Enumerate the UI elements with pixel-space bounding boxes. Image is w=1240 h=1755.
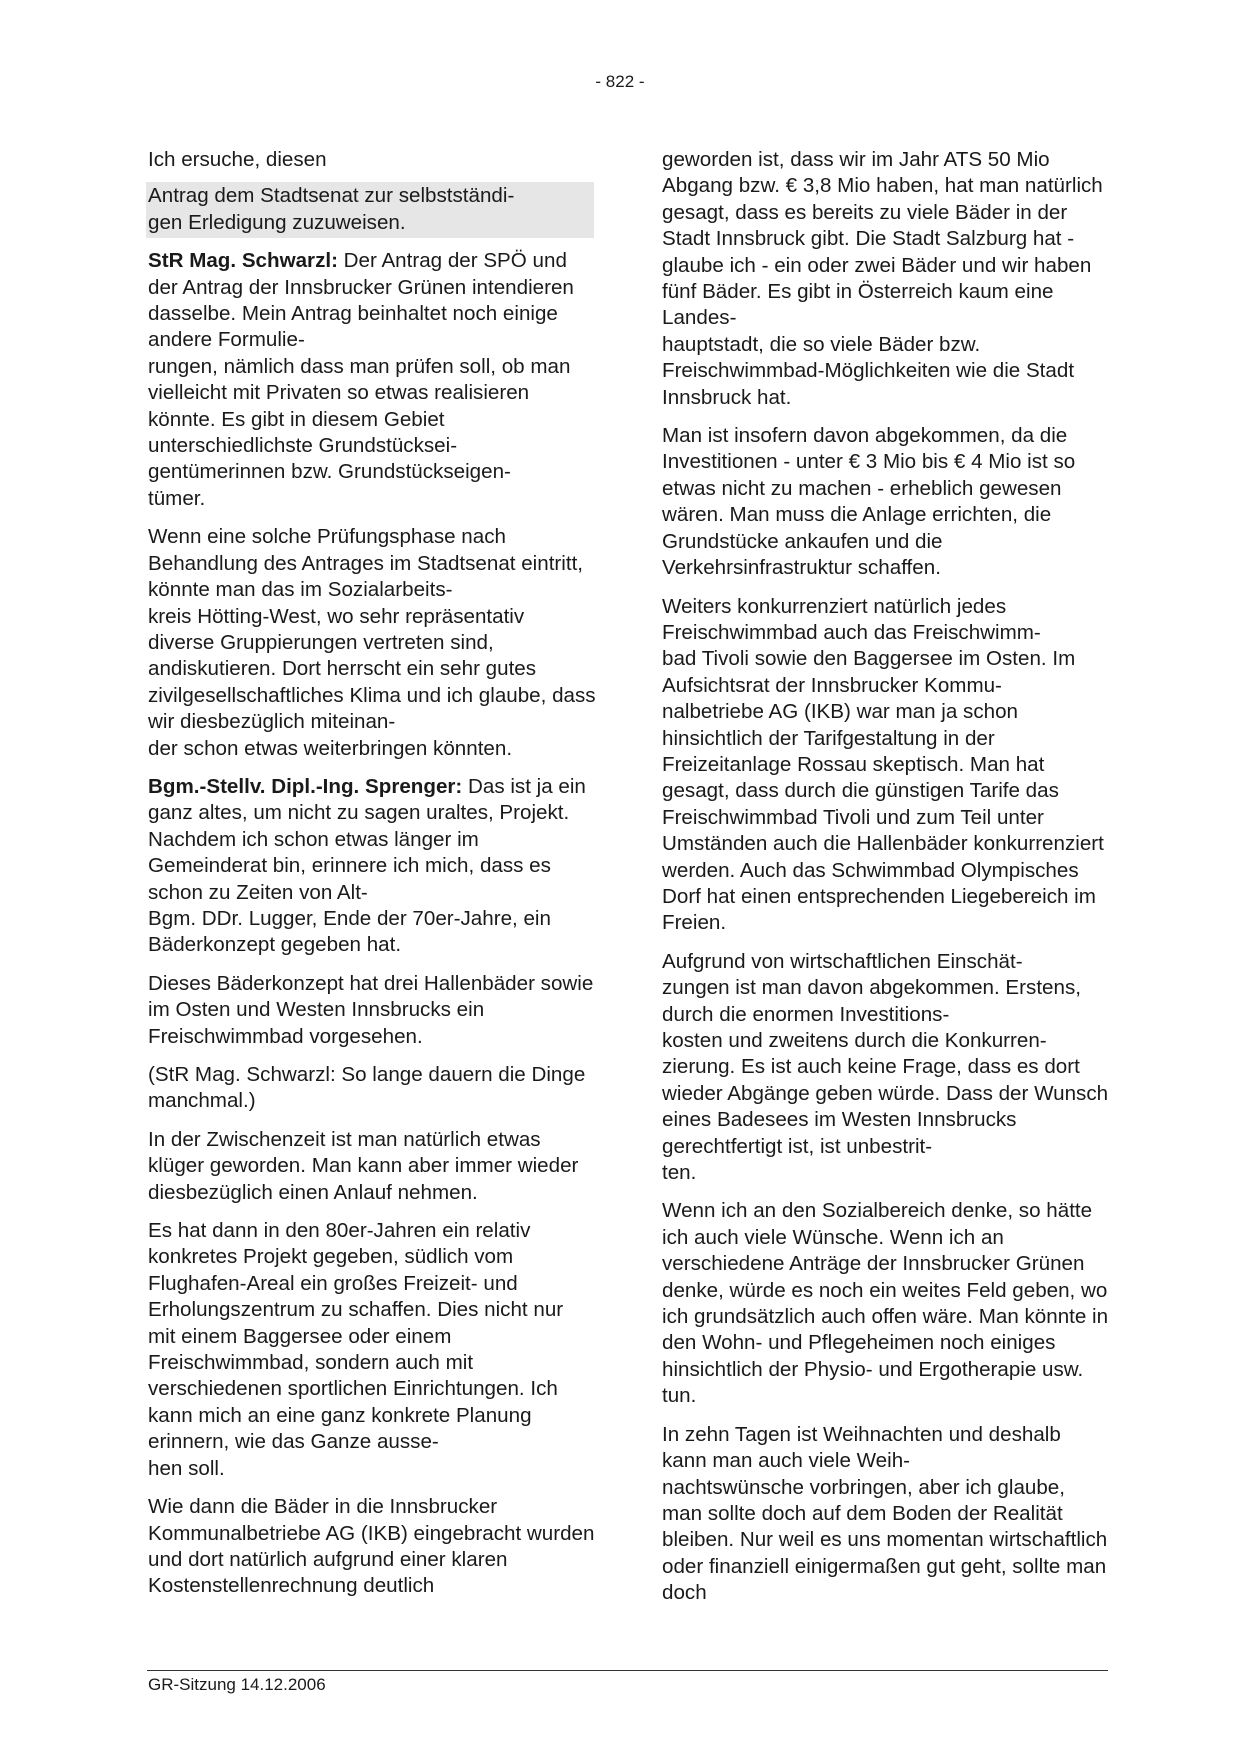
- paragraph-text: Der Antrag der SPÖ und der Antrag der Innsbrucker Grünen intendieren dasselbe. Mein Antrag beinhaltet noch einige andere Formulie- rungen, nämlich dass man prüfen soll, ob man vielleicht mit Privaten so etwas realisieren könnte. Es gibt in diesem Gebiet unterschiedlichste Grundstücksei- gentümerinnen bzw. Grundstückseigen- tümer.: [148, 249, 574, 510]
- page-number: - 822 -: [595, 72, 645, 91]
- paragraph-80er-jahre: Es hat dann in den 80er-Jahren ein relativ konkretes Projekt gegeben, südlich vom Flughafen-Areal ein großes Freizeit- und Erholungszentrum zu schaffen. Dies nicht nur mit einem Baggersee oder einem Freischwimmbad, sondern auch mit verschiedenen sportlichen Einrichtungen. Ich kann mich an eine ganz konkrete Planung erinnern, wie das Ganze ausse- hen soll.: [148, 1219, 564, 1480]
- left-column: [148, 147, 596, 1612]
- paragraph-sozialbereich: Wenn ich an den Sozialbereich denke, so hätte ich auch viele Wünsche. Wenn ich an verschiedene Anträge der Innsbrucker Grünen denke, würde es noch ein weites Feld geben, wo ich grundsätzlich auch offen wäre. Man könnte in den Wohn- und Pflegeheimen noch einiges hinsichtlich der Physio- und Ergotherapie usw. tun.: [662, 1199, 1109, 1408]
- speaker-name: StR Mag. Schwarzl:: [148, 249, 338, 273]
- speaker-name: Bgm.-Stellv. Dipl.-Ing. Sprenger:: [148, 774, 463, 798]
- paragraph-ikb: Wie dann die Bäder in die Innsbrucker Kommunalbetriebe AG (IKB) eingebracht wurden und dort natürlich aufgrund einer klaren Kostenstellenrechnung deutlich: [148, 1495, 595, 1598]
- paragraph-text: Das ist ja ein ganz altes, um nicht zu sagen uraltes, Projekt. Nachdem ich schon etwas länger im Gemeinderat bin, erinnere ich mich, dass es schon zu Zeiten von Alt- Bgm. DDr. Lugger, Ende der 70er-Jahre, ein Bäderkonzept gegeben hat.: [148, 774, 586, 957]
- paragraph-intro: Ich ersuche, diesen: [148, 148, 327, 171]
- paragraph-schwarzl: [148, 248, 596, 512]
- paragraph-abgang: geworden ist, dass wir im Jahr ATS 50 Mio Abgang bzw. € 3,8 Mio haben, hat man natürlich gesagt, dass es bereits zu viele Bäder in der Stadt Innsbruck gibt. Die Stadt Salzburg hat - glaube ich - ein oder zwei Bäder und wir haben fünf Bäder. Es gibt in Österreich kaum eine Landes- hauptstadt, die so viele Bäder bzw. Freischwimmbad-Möglichkeiten wie die Stadt Innsbruck hat.: [662, 148, 1103, 409]
- footer-divider: [147, 1670, 1108, 1671]
- paragraph-konkurrenz: Weiters konkurrenziert natürlich jedes Freischwimmbad auch das Freischwimm- bad Tivoli sowie den Baggersee im Osten. Im Aufsichtsrat der Innsbrucker Kommu- nalbetriebe AG (IKB) war man ja schon hinsichtlich der Tarifgestaltung in der Freizeitanlage Rossau skeptisch. Man hat gesagt, dass durch die günstigen Tarife das Freischwimmbad Tivoli und zum Teil unter Umständen auch die Hallenbäder konkurrenziert werden. Auch das Schwimmbad Olympisches Dorf hat einen entsprechenden Liegebereich im Freien.: [662, 594, 1104, 935]
- paragraph-interjection: (StR Mag. Schwarzl: So lange dauern die Dinge manchmal.): [148, 1063, 586, 1113]
- paragraph-baederkonzept: Dieses Bäderkonzept hat drei Hallenbäder sowie im Osten und Westen Innsbrucks ein Freischwimmbad vorgesehen.: [148, 971, 594, 1048]
- right-column: [662, 147, 1109, 1619]
- paragraph-weihnachten: In zehn Tagen ist Weihnachten und deshalb kann man auch viele Weih- nachtswünsche vorbringen, aber ich glaube, man sollte doch auf dem Boden der Realität bleiben. Nur weil es uns momentan wirtschaftlich oder finanziell einigermaßen gut geht, sollte man doch: [662, 1422, 1108, 1605]
- paragraph-investitionen: Man ist insofern davon abgekommen, da die Investitionen - unter € 3 Mio bis € 4 Mio ist so etwas nicht zu machen - erheblich gewesen wären. Man muss die Anlage errichten, die Grundstücke ankaufen und die Verkehrsinfrastruktur schaffen.: [662, 424, 1076, 580]
- paragraph-pruefungsphase: Wenn eine solche Prüfungsphase nach Behandlung des Antrages im Stadtsenat eintritt, könnte man das im Sozialarbeits- kreis Hötting-West, wo sehr repräsentativ diverse Gruppierungen vertreten sind, andiskutieren. Dort herrscht ein sehr gutes zivilgesellschaftliches Klima und ich glaube, dass wir diesbezüglich miteinan- der schon etwas weiterbringen könnten.: [148, 525, 596, 760]
- paragraph-sprenger: [148, 774, 596, 959]
- paragraph-einschaetzungen: Aufgrund von wirtschaftlichen Einschät- zungen ist man davon abgekommen. Erstens, durch die enormen Investitions- kosten und zweitens durch die Konkurren- zierung. Es ist auch keine Frage, dass es dort wieder Abgänge geben würde. Dass der Wunsch eines Badesees im Westen Innsbrucks gerechtfertigt ist, ist unbestrit- ten.: [662, 949, 1109, 1185]
- motion-highlight-box: [146, 182, 594, 238]
- motion-text: Antrag dem Stadtsenat zur selbstständi- gen Erledigung zuzuweisen.: [148, 184, 515, 234]
- footer-session-date: GR-Sitzung 14.12.2006: [148, 1675, 326, 1694]
- paragraph-zwischenzeit: In der Zwischenzeit ist man natürlich etwas klüger geworden. Man kann aber immer wieder diesbezüglich einen Anlauf nehmen.: [148, 1127, 579, 1204]
